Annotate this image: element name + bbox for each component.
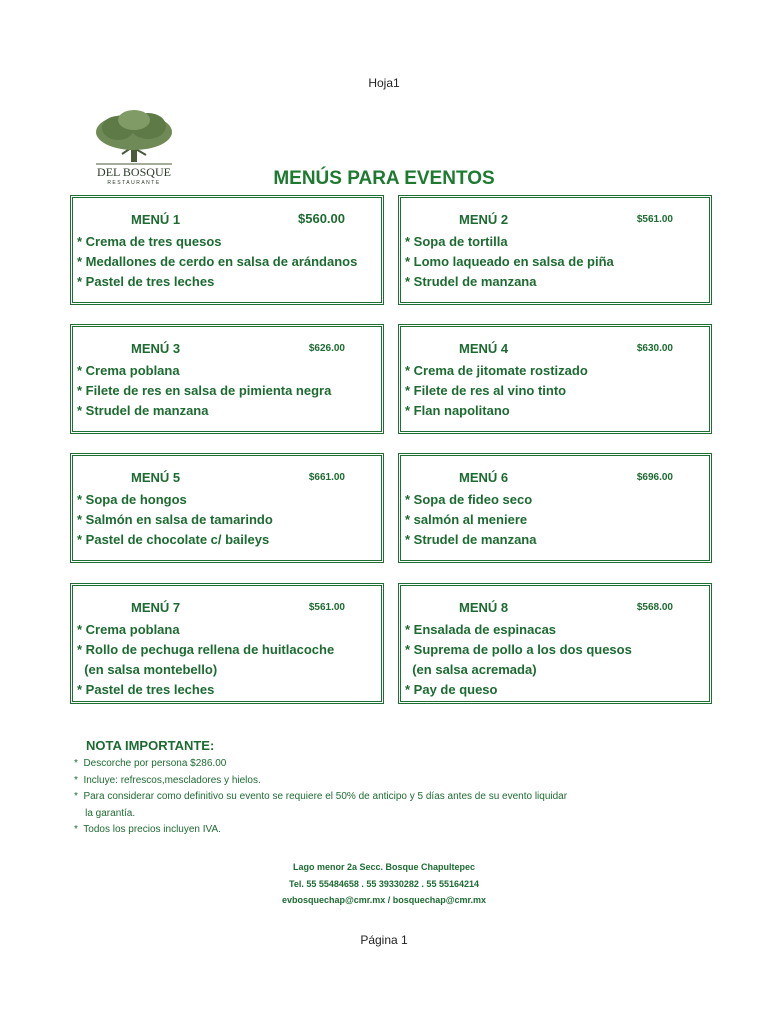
logo-subtitle: RESTAURANTE	[107, 180, 161, 186]
menu-item: * Pastel de tres leches	[77, 682, 215, 697]
menu-item: * salmón al meniere	[405, 512, 528, 527]
notes-list	[74, 756, 567, 839]
sheet-header: Hoja1	[368, 76, 400, 90]
menu-name: MENÚ 5	[131, 470, 181, 485]
menu-item: * Pastel de chocolate c/ baileys	[77, 532, 270, 547]
menu-price: $561.00	[308, 602, 345, 613]
menu-item: * Filete de res al vino tinto	[405, 383, 567, 398]
page-title: MENÚS PARA EVENTOS	[273, 168, 495, 189]
note-item: * Incluye: refrescos,mescladores y hielos.	[74, 774, 261, 786]
contact-phones: Tel. 55 55484658 . 55 39330282 . 55 55164214	[288, 878, 479, 889]
menu-items	[405, 490, 536, 550]
menu-name: MENÚ 6	[459, 470, 509, 485]
menu-item: * Medallones de cerdo en salsa de arándanos	[77, 254, 358, 269]
menu-item: * Crema poblana	[77, 622, 180, 637]
menu-card	[70, 453, 384, 563]
menu-price: $696.00	[636, 472, 673, 483]
note-item: * Descorche por persona $286.00	[74, 758, 227, 769]
menu-item: * Flan napolitano	[405, 403, 510, 418]
menu-name: MENÚ 8	[459, 600, 509, 615]
menu-item: * Strudel de manzana	[77, 403, 209, 418]
menu-name: MENÚ 1	[131, 212, 181, 227]
menu-price: $661.00	[308, 472, 345, 483]
menu-card	[398, 324, 712, 434]
menu-name: MENÚ 7	[131, 600, 181, 615]
menu-item: * Sopa de fideo seco	[405, 492, 533, 507]
menu-name: MENÚ 4	[459, 341, 509, 356]
menu-item: * Crema de jitomate rostizado	[405, 363, 588, 378]
menu-price: $561.00	[636, 214, 673, 225]
menu-item: * Crema de tres quesos	[77, 234, 222, 249]
menu-name: MENÚ 2	[459, 212, 509, 227]
menu-items	[77, 232, 357, 292]
menu-items	[77, 620, 334, 700]
note-title: NOTA IMPORTANTE:	[86, 738, 215, 753]
menu-item: * Pay de queso	[405, 682, 498, 697]
menu-item: * Salmón en salsa de tamarindo	[77, 512, 273, 527]
note-item: la garantía.	[74, 807, 136, 819]
menu-item: (en salsa acremada)	[405, 662, 537, 677]
note-item: * Para considerar como definitivo su evento se requiere el 50% de anticipo y 5 días antes de su evento liquidar	[74, 791, 568, 802]
menu-item: * Strudel de manzana	[405, 274, 537, 289]
contact-address: Lago menor 2a Secc. Bosque Chapultepec	[292, 862, 476, 872]
menu-items	[405, 361, 588, 421]
menu-items	[405, 232, 614, 292]
menu-items	[405, 620, 632, 700]
menu-item: * Sopa de tortilla	[405, 234, 508, 249]
menu-item: * Filete de res en salsa de pimienta negra	[77, 383, 332, 398]
menu-item: * Sopa de hongos	[77, 492, 187, 507]
menu-item: * Crema poblana	[77, 363, 180, 378]
menu-card	[70, 583, 384, 704]
menu-price: $626.00	[308, 343, 345, 354]
menu-card	[70, 324, 384, 434]
contact-emails: evbosquechap@cmr.mx / bosquechap@cmr.mx	[281, 895, 487, 905]
menu-items	[77, 490, 273, 550]
page-footer: Página 1	[360, 933, 408, 947]
menu-item: * Rollo de pechuga rellena de huitlacoche	[77, 642, 335, 657]
contact-info	[0, 859, 768, 909]
menu-card	[398, 583, 712, 704]
menu-item: * Lomo laqueado en salsa de piña	[405, 254, 614, 269]
menu-price: $630.00	[636, 343, 673, 354]
logo-name: DEL BOSQUE	[97, 165, 171, 179]
menu-item: * Ensalada de espinacas	[405, 622, 557, 637]
menu-card	[398, 453, 712, 563]
menu-price: $568.00	[636, 602, 673, 613]
menu-card	[70, 195, 384, 305]
menu-price: $560.00	[298, 211, 345, 226]
menu-item: (en salsa montebello)	[77, 662, 218, 677]
menu-item: * Strudel de manzana	[405, 532, 537, 547]
menu-name: MENÚ 3	[131, 341, 181, 356]
menu-card	[398, 195, 712, 305]
menu-item: * Suprema de pollo a los dos quesos	[405, 642, 632, 657]
menu-items	[77, 361, 331, 421]
note-item: * Todos los precios incluyen IVA.	[74, 824, 221, 835]
menu-item: * Pastel de tres leches	[77, 274, 215, 289]
